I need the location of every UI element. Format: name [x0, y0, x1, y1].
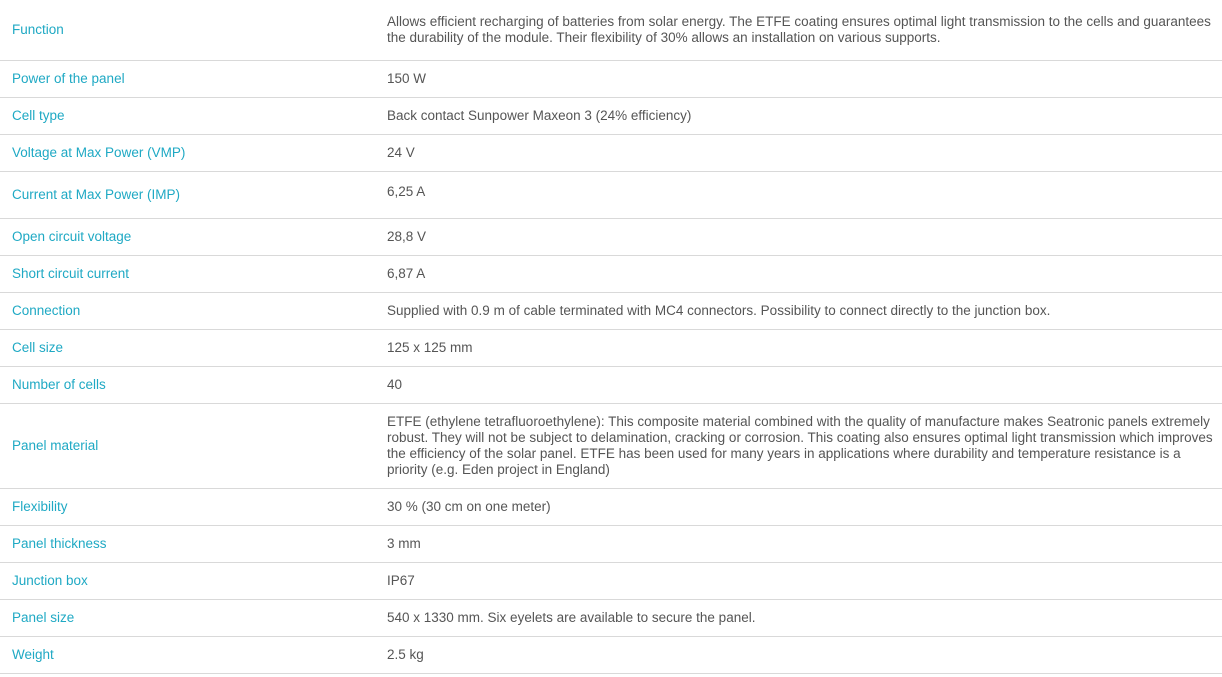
- spec-label: Voltage at Max Power (VMP): [0, 134, 387, 171]
- spec-label: Weight: [0, 636, 387, 673]
- table-row: [0, 97, 1222, 134]
- spec-label: Function: [0, 0, 387, 60]
- spec-label: Open circuit voltage: [0, 218, 387, 255]
- table-row: [0, 218, 1222, 255]
- table-row: [0, 366, 1222, 403]
- spec-label: Cell type: [0, 97, 387, 134]
- spec-value: 540 x 1330 mm. Six eyelets are available to secure the panel.: [387, 599, 1222, 636]
- spec-label: Connection: [0, 292, 387, 329]
- spec-value: 6,25 A: [387, 171, 1222, 218]
- table-row: [0, 636, 1222, 673]
- spec-value: ETFE (ethylene tetrafluoroethylene): This composite material combined with the quality of manufacture makes Seatronic panels extremely robust. They will not be subject to delamination, cracking or corrosion. This coating also ensures optimal light transmission which improves the efficiency of the solar panel. ETFE has been used for many years in applications where durability and temperature resistance is a priority (e.g. Eden project in England): [387, 403, 1222, 488]
- spec-value: 2.5 kg: [387, 636, 1222, 673]
- spec-label: Flexibility: [0, 488, 387, 525]
- table-row: [0, 599, 1222, 636]
- table-row: [0, 0, 1222, 60]
- table-row: [0, 488, 1222, 525]
- spec-value: 6,87 A: [387, 255, 1222, 292]
- table-row: [0, 134, 1222, 171]
- table-row: [0, 329, 1222, 366]
- spec-value: 24 V: [387, 134, 1222, 171]
- spec-label: Power of the panel: [0, 60, 387, 97]
- spec-value: Allows efficient recharging of batteries from solar energy. The ETFE coating ensures optimal light transmission to the cells and guarantees the durability of the module. Their flexibility of 30% allows an installation on various supports.: [387, 0, 1222, 60]
- spec-label: Current at Max Power (IMP): [0, 171, 387, 218]
- spec-label: Junction box: [0, 562, 387, 599]
- spec-value: Supplied with 0.9 m of cable terminated with MC4 connectors. Possibility to connect directly to the junction box.: [387, 292, 1222, 329]
- spec-value: Back contact Sunpower Maxeon 3 (24% efficiency): [387, 97, 1222, 134]
- spec-value: 3 mm: [387, 525, 1222, 562]
- table-row: [0, 292, 1222, 329]
- spec-value: 40: [387, 366, 1222, 403]
- table-row: [0, 60, 1222, 97]
- spec-label: Cell size: [0, 329, 387, 366]
- table-row: [0, 171, 1222, 218]
- table-row: [0, 562, 1222, 599]
- spec-value: 30 % (30 cm on one meter): [387, 488, 1222, 525]
- spec-value: IP67: [387, 562, 1222, 599]
- spec-label: Short circuit current: [0, 255, 387, 292]
- spec-label: Panel thickness: [0, 525, 387, 562]
- spec-label: Panel material: [0, 403, 387, 488]
- spec-label: Panel size: [0, 599, 387, 636]
- spec-value: 150 W: [387, 60, 1222, 97]
- table-row: [0, 255, 1222, 292]
- spec-label: Number of cells: [0, 366, 387, 403]
- spec-value: 125 x 125 mm: [387, 329, 1222, 366]
- table-row: [0, 403, 1222, 488]
- table-row: [0, 525, 1222, 562]
- spec-value: 28,8 V: [387, 218, 1222, 255]
